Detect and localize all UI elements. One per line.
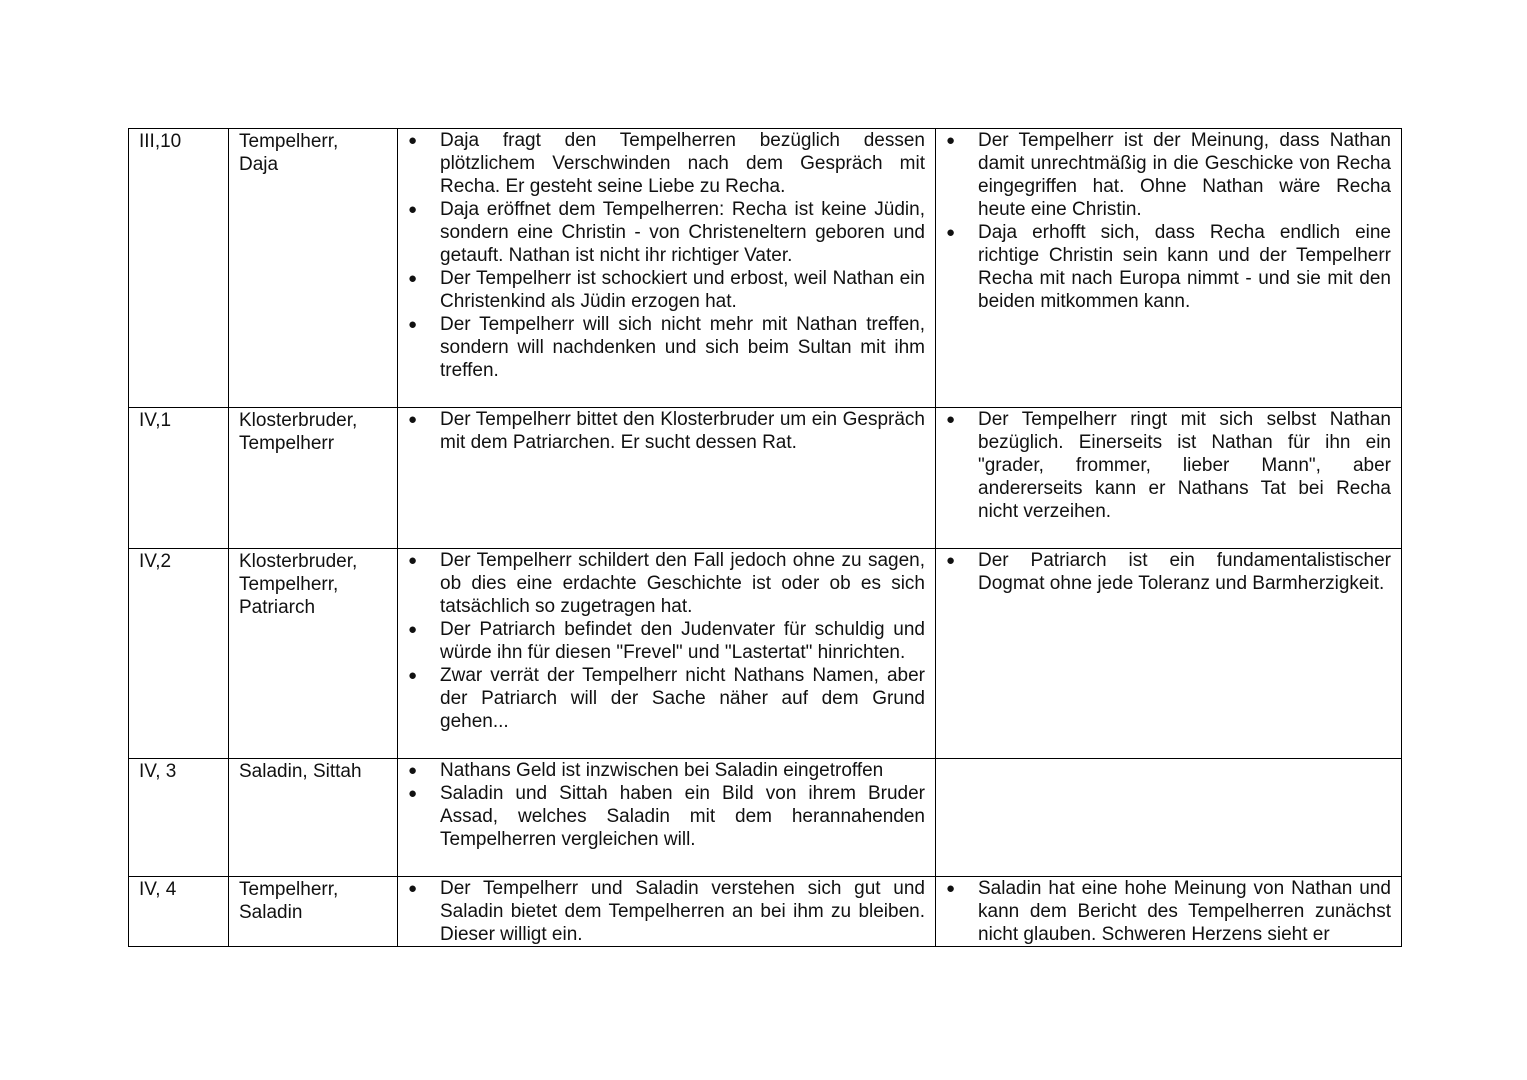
notes-cell [936, 759, 1402, 877]
notes-list [936, 129, 1401, 313]
events-cell [398, 759, 936, 877]
character-name: Tempelherr, [239, 574, 339, 595]
event-text: Der Patriarch befindet den Judenvater für schuldig und würde ihn für diesen "Frevel" und "Lastertat" hinrichten. [440, 619, 925, 663]
scene-cell [129, 408, 229, 549]
event-item [398, 782, 925, 851]
scene-table [128, 128, 1402, 947]
table-row [129, 549, 1402, 759]
character-name: Tempelherr, [239, 131, 339, 152]
bullet-icon: ● [408, 552, 418, 569]
event-item [398, 549, 925, 618]
events-list [398, 759, 935, 851]
events-cell [398, 129, 936, 408]
events-list [398, 549, 935, 733]
scene-cell [129, 877, 229, 947]
notes-list [936, 408, 1401, 523]
event-text: Der Tempelherr ist schockiert und erbost, weil Nathan ein Christenkind als Jüdin erzogen hat. [440, 268, 925, 312]
table-row [129, 759, 1402, 877]
note-text: Daja erhofft sich, dass Recha endlich eine richtige Christin sein kann und der Tempelherr Recha mit nach Europa nimmt - und sie mit den beiden mitkommen kann. [978, 222, 1391, 312]
scene-cell [129, 759, 229, 877]
event-item [398, 877, 925, 946]
characters-cell [229, 408, 398, 549]
note-text: Der Tempelherr ringt mit sich selbst Nathan bezüglich. Einerseits ist Nathan für ihn ein "grader, frommer, lieber Mann", aber andererseits kann er Nathans Tat bei Recha nicht verzeihen. [978, 409, 1391, 522]
character-name: Klosterbruder, [239, 551, 358, 572]
event-item [398, 664, 925, 733]
bullet-icon: ● [408, 270, 418, 287]
event-text: Der Tempelherr will sich nicht mehr mit Nathan treffen, sondern will nachdenken und sich beim Sultan mit ihm treffen. [440, 314, 925, 381]
bullet-icon: ● [408, 316, 418, 333]
bullet-icon: ● [408, 762, 418, 779]
notes-list [936, 549, 1401, 595]
notes-list [936, 877, 1401, 946]
event-text: Saladin und Sittah haben ein Bild von ihrem Bruder Assad, welches Saladin mit dem herannahenden Tempelherren vergleichen will. [440, 783, 925, 850]
events-cell [398, 408, 936, 549]
note-item [936, 549, 1391, 595]
scene-cell [129, 129, 229, 408]
event-text: Daja fragt den Tempelherren bezüglich dessen plötzlichem Verschwinden nach dem Gespräch mit Recha. Er gesteht seine Liebe zu Recha. [440, 130, 925, 197]
events-list [398, 408, 935, 454]
bullet-icon: ● [946, 224, 956, 241]
bullet-icon: ● [408, 411, 418, 428]
event-text: Der Tempelherr bittet den Klosterbruder um ein Gespräch mit dem Patriarchen. Er sucht dessen Rat. [440, 409, 925, 453]
notes-cell [936, 549, 1402, 759]
event-item [398, 198, 925, 267]
event-item [398, 313, 925, 382]
events-list [398, 877, 935, 946]
table-row [129, 408, 1402, 549]
note-text: Saladin hat eine hohe Meinung von Nathan und kann dem Bericht des Tempelherren zunächst nicht glauben. Schweren Herzens sieht er [978, 878, 1391, 945]
character-name: Patriarch [239, 597, 316, 618]
note-item [936, 877, 1391, 946]
note-item [936, 221, 1391, 313]
bullet-icon: ● [408, 880, 418, 897]
bullet-icon: ● [946, 411, 956, 428]
note-text: Der Tempelherr ist der Meinung, dass Nathan damit unrechtmäßig in die Geschicke von Recha eingegriffen hat. Ohne Nathan wäre Recha heute eine Christin. [978, 130, 1391, 220]
characters-cell [229, 759, 398, 877]
scene-label: IV, 3 [139, 761, 177, 782]
bullet-icon: ● [946, 880, 956, 897]
scene-cell [129, 549, 229, 759]
document-page [128, 128, 1399, 947]
characters-cell [229, 129, 398, 408]
note-item [936, 129, 1391, 221]
bullet-icon: ● [946, 132, 956, 149]
bullet-icon: ● [408, 621, 418, 638]
event-item [398, 267, 925, 313]
notes-cell [936, 408, 1402, 549]
character-name: Tempelherr, [239, 879, 339, 900]
event-item [398, 129, 925, 198]
bullet-icon: ● [408, 201, 418, 218]
characters-cell [229, 549, 398, 759]
events-cell [398, 877, 936, 947]
scene-label: IV,1 [139, 410, 172, 431]
event-text: Zwar verrät der Tempelherr nicht Nathans Namen, aber der Patriarch will der Sache näher auf dem Grund gehen... [440, 665, 925, 732]
event-text: Der Tempelherr und Saladin verstehen sich gut und Saladin bietet dem Tempelherren an bei ihm zu bleiben. Dieser willigt ein. [440, 878, 925, 945]
event-text: Der Tempelherr schildert den Fall jedoch ohne zu sagen, ob dies eine erdachte Geschichte ist oder ob es sich tatsächlich so zugetragen hat. [440, 550, 925, 617]
events-list [398, 129, 935, 382]
event-item [398, 408, 925, 454]
character-name: Saladin, Sittah [239, 761, 362, 782]
note-item [936, 408, 1391, 523]
scene-label: IV,2 [139, 551, 172, 572]
character-name: Daja [239, 154, 279, 175]
bullet-icon: ● [408, 132, 418, 149]
character-name: Klosterbruder, [239, 410, 358, 431]
event-text: Daja eröffnet dem Tempelherren: Recha ist keine Jüdin, sondern eine Christin - von Christeneltern geboren und getauft. Nathan ist nicht ihr richtiger Vater. [440, 199, 925, 266]
bullet-icon: ● [946, 552, 956, 569]
event-item [398, 618, 925, 664]
event-text: Nathans Geld ist inzwischen bei Saladin eingetroffen [440, 760, 884, 781]
table-row [129, 877, 1402, 947]
notes-cell [936, 877, 1402, 947]
characters-cell [229, 877, 398, 947]
bullet-icon: ● [408, 785, 418, 802]
scene-label: III,10 [139, 131, 182, 152]
note-text: Der Patriarch ist ein fundamentalistischer Dogmat ohne jede Toleranz und Barmherzigkeit. [978, 550, 1391, 594]
bullet-icon: ● [408, 667, 418, 684]
notes-cell [936, 129, 1402, 408]
events-cell [398, 549, 936, 759]
character-name: Saladin [239, 902, 303, 923]
table-row [129, 129, 1402, 408]
scene-label: IV, 4 [139, 879, 177, 900]
character-name: Tempelherr [239, 433, 335, 454]
event-item [398, 759, 925, 782]
